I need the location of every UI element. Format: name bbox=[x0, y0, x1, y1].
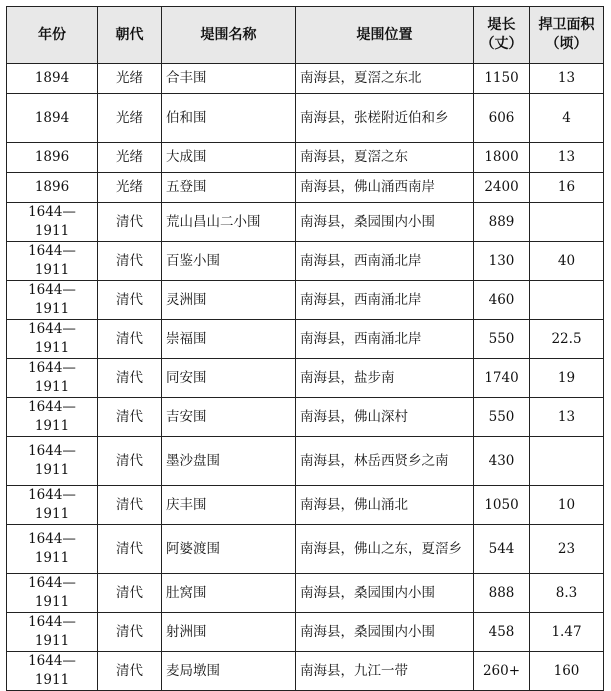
cell-dynasty: 清代 bbox=[98, 486, 162, 525]
cell-name: 吉安围 bbox=[162, 398, 296, 437]
table-row bbox=[7, 173, 604, 203]
cell-area bbox=[530, 437, 604, 486]
cell-length: 544 bbox=[474, 525, 530, 574]
cell-area: 13 bbox=[530, 143, 604, 173]
cell-year: 1644—1911 bbox=[7, 320, 98, 359]
header-length-label: 堤长 bbox=[487, 17, 516, 33]
table-row bbox=[7, 525, 604, 574]
header-row bbox=[7, 7, 604, 64]
cell-dynasty: 光绪 bbox=[98, 94, 162, 143]
table-row bbox=[7, 94, 604, 143]
header-length-unit: （丈） bbox=[480, 36, 523, 52]
table-row bbox=[7, 320, 604, 359]
cell-area bbox=[530, 281, 604, 320]
cell-name: 五登围 bbox=[162, 173, 296, 203]
table-row bbox=[7, 203, 604, 242]
table-row bbox=[7, 613, 604, 652]
cell-area: 40 bbox=[530, 242, 604, 281]
cell-location: 南海县，夏滘之东 bbox=[296, 143, 474, 173]
header-area-label: 捍卫面积 bbox=[538, 17, 595, 33]
cell-location: 南海县，西南涌北岸 bbox=[296, 281, 474, 320]
cell-name: 阿婆渡围 bbox=[162, 525, 296, 574]
cell-dynasty: 清代 bbox=[98, 525, 162, 574]
cell-length: 550 bbox=[474, 398, 530, 437]
header-dynasty: 朝代 bbox=[98, 7, 162, 64]
cell-area: 16 bbox=[530, 173, 604, 203]
cell-location: 南海县，佛山之东，夏滘乡 bbox=[296, 525, 474, 574]
cell-length: 430 bbox=[474, 437, 530, 486]
cell-year: 1644—1911 bbox=[7, 398, 98, 437]
cell-name: 同安围 bbox=[162, 359, 296, 398]
cell-area: 1.47 bbox=[530, 613, 604, 652]
header-length bbox=[474, 7, 530, 64]
cell-length: 1050 bbox=[474, 486, 530, 525]
header-location: 堤围位置 bbox=[296, 7, 474, 64]
cell-length: 130 bbox=[474, 242, 530, 281]
cell-length: 1150 bbox=[474, 64, 530, 94]
cell-dynasty: 光绪 bbox=[98, 173, 162, 203]
table-row bbox=[7, 652, 604, 691]
cell-name: 肚窝围 bbox=[162, 574, 296, 613]
table-row bbox=[7, 574, 604, 613]
cell-year: 1644—1911 bbox=[7, 359, 98, 398]
cell-year: 1644—1911 bbox=[7, 281, 98, 320]
cell-dynasty: 清代 bbox=[98, 437, 162, 486]
cell-year: 1894 bbox=[7, 94, 98, 143]
table-row bbox=[7, 242, 604, 281]
cell-location: 南海县，林岳西贤乡之南 bbox=[296, 437, 474, 486]
table-row bbox=[7, 64, 604, 94]
table-row bbox=[7, 359, 604, 398]
cell-location: 南海县，佛山涌北 bbox=[296, 486, 474, 525]
cell-dynasty: 清代 bbox=[98, 320, 162, 359]
cell-area: 19 bbox=[530, 359, 604, 398]
table-row bbox=[7, 143, 604, 173]
cell-dynasty: 清代 bbox=[98, 574, 162, 613]
cell-name: 百鉴小围 bbox=[162, 242, 296, 281]
cell-length: 606 bbox=[474, 94, 530, 143]
cell-year: 1644—1911 bbox=[7, 525, 98, 574]
cell-length: 888 bbox=[474, 574, 530, 613]
cell-year: 1644—1911 bbox=[7, 203, 98, 242]
cell-length: 1740 bbox=[474, 359, 530, 398]
cell-length: 550 bbox=[474, 320, 530, 359]
cell-dynasty: 清代 bbox=[98, 398, 162, 437]
cell-length: 458 bbox=[474, 613, 530, 652]
cell-dynasty: 清代 bbox=[98, 359, 162, 398]
cell-dynasty: 清代 bbox=[98, 652, 162, 691]
cell-location: 南海县，佛山深村 bbox=[296, 398, 474, 437]
cell-area: 10 bbox=[530, 486, 604, 525]
cell-year: 1644—1911 bbox=[7, 652, 98, 691]
table-row bbox=[7, 437, 604, 486]
cell-location: 南海县，佛山涌西南岸 bbox=[296, 173, 474, 203]
cell-area: 23 bbox=[530, 525, 604, 574]
table-row bbox=[7, 281, 604, 320]
cell-dynasty: 清代 bbox=[98, 613, 162, 652]
cell-location: 南海县，盐步南 bbox=[296, 359, 474, 398]
cell-area bbox=[530, 203, 604, 242]
cell-name: 合丰围 bbox=[162, 64, 296, 94]
cell-location: 南海县，张槎附近伯和乡 bbox=[296, 94, 474, 143]
cell-name: 麦局墩围 bbox=[162, 652, 296, 691]
cell-dynasty: 清代 bbox=[98, 203, 162, 242]
cell-location: 南海县，九江一带 bbox=[296, 652, 474, 691]
table-row bbox=[7, 486, 604, 525]
cell-area: 22.5 bbox=[530, 320, 604, 359]
table-row bbox=[7, 398, 604, 437]
cell-year: 1644—1911 bbox=[7, 486, 98, 525]
cell-dynasty: 清代 bbox=[98, 242, 162, 281]
embankment-table bbox=[6, 6, 604, 691]
cell-year: 1644—1911 bbox=[7, 613, 98, 652]
cell-length: 2400 bbox=[474, 173, 530, 203]
cell-location: 南海县，桑园围内小围 bbox=[296, 203, 474, 242]
cell-year: 1644—1911 bbox=[7, 242, 98, 281]
header-area bbox=[530, 7, 604, 64]
cell-year: 1896 bbox=[7, 143, 98, 173]
cell-name: 灵洲围 bbox=[162, 281, 296, 320]
cell-location: 南海县，夏滘之东北 bbox=[296, 64, 474, 94]
cell-length: 260+ bbox=[474, 652, 530, 691]
cell-year: 1896 bbox=[7, 173, 98, 203]
cell-location: 南海县，桑园围内小围 bbox=[296, 574, 474, 613]
cell-area: 160 bbox=[530, 652, 604, 691]
cell-year: 1644—1911 bbox=[7, 437, 98, 486]
cell-length: 460 bbox=[474, 281, 530, 320]
header-area-unit: （顷） bbox=[545, 36, 588, 52]
cell-name: 庆丰围 bbox=[162, 486, 296, 525]
cell-area: 13 bbox=[530, 398, 604, 437]
header-year: 年份 bbox=[7, 7, 98, 64]
cell-area: 13 bbox=[530, 64, 604, 94]
table-container bbox=[6, 6, 604, 691]
cell-name: 射洲围 bbox=[162, 613, 296, 652]
cell-dynasty: 光绪 bbox=[98, 64, 162, 94]
cell-name: 墨沙盘围 bbox=[162, 437, 296, 486]
cell-name: 大成围 bbox=[162, 143, 296, 173]
cell-location: 南海县，桑园围内小围 bbox=[296, 613, 474, 652]
cell-year: 1894 bbox=[7, 64, 98, 94]
cell-dynasty: 光绪 bbox=[98, 143, 162, 173]
header-name: 堤围名称 bbox=[162, 7, 296, 64]
cell-name: 崇福围 bbox=[162, 320, 296, 359]
cell-length: 889 bbox=[474, 203, 530, 242]
cell-location: 南海县，西南涌北岸 bbox=[296, 242, 474, 281]
cell-dynasty: 清代 bbox=[98, 281, 162, 320]
cell-area: 4 bbox=[530, 94, 604, 143]
cell-location: 南海县，西南涌北岸 bbox=[296, 320, 474, 359]
cell-length: 1800 bbox=[474, 143, 530, 173]
cell-area: 8.3 bbox=[530, 574, 604, 613]
cell-name: 荒山昌山二小围 bbox=[162, 203, 296, 242]
cell-name: 伯和围 bbox=[162, 94, 296, 143]
cell-year: 1644—1911 bbox=[7, 574, 98, 613]
